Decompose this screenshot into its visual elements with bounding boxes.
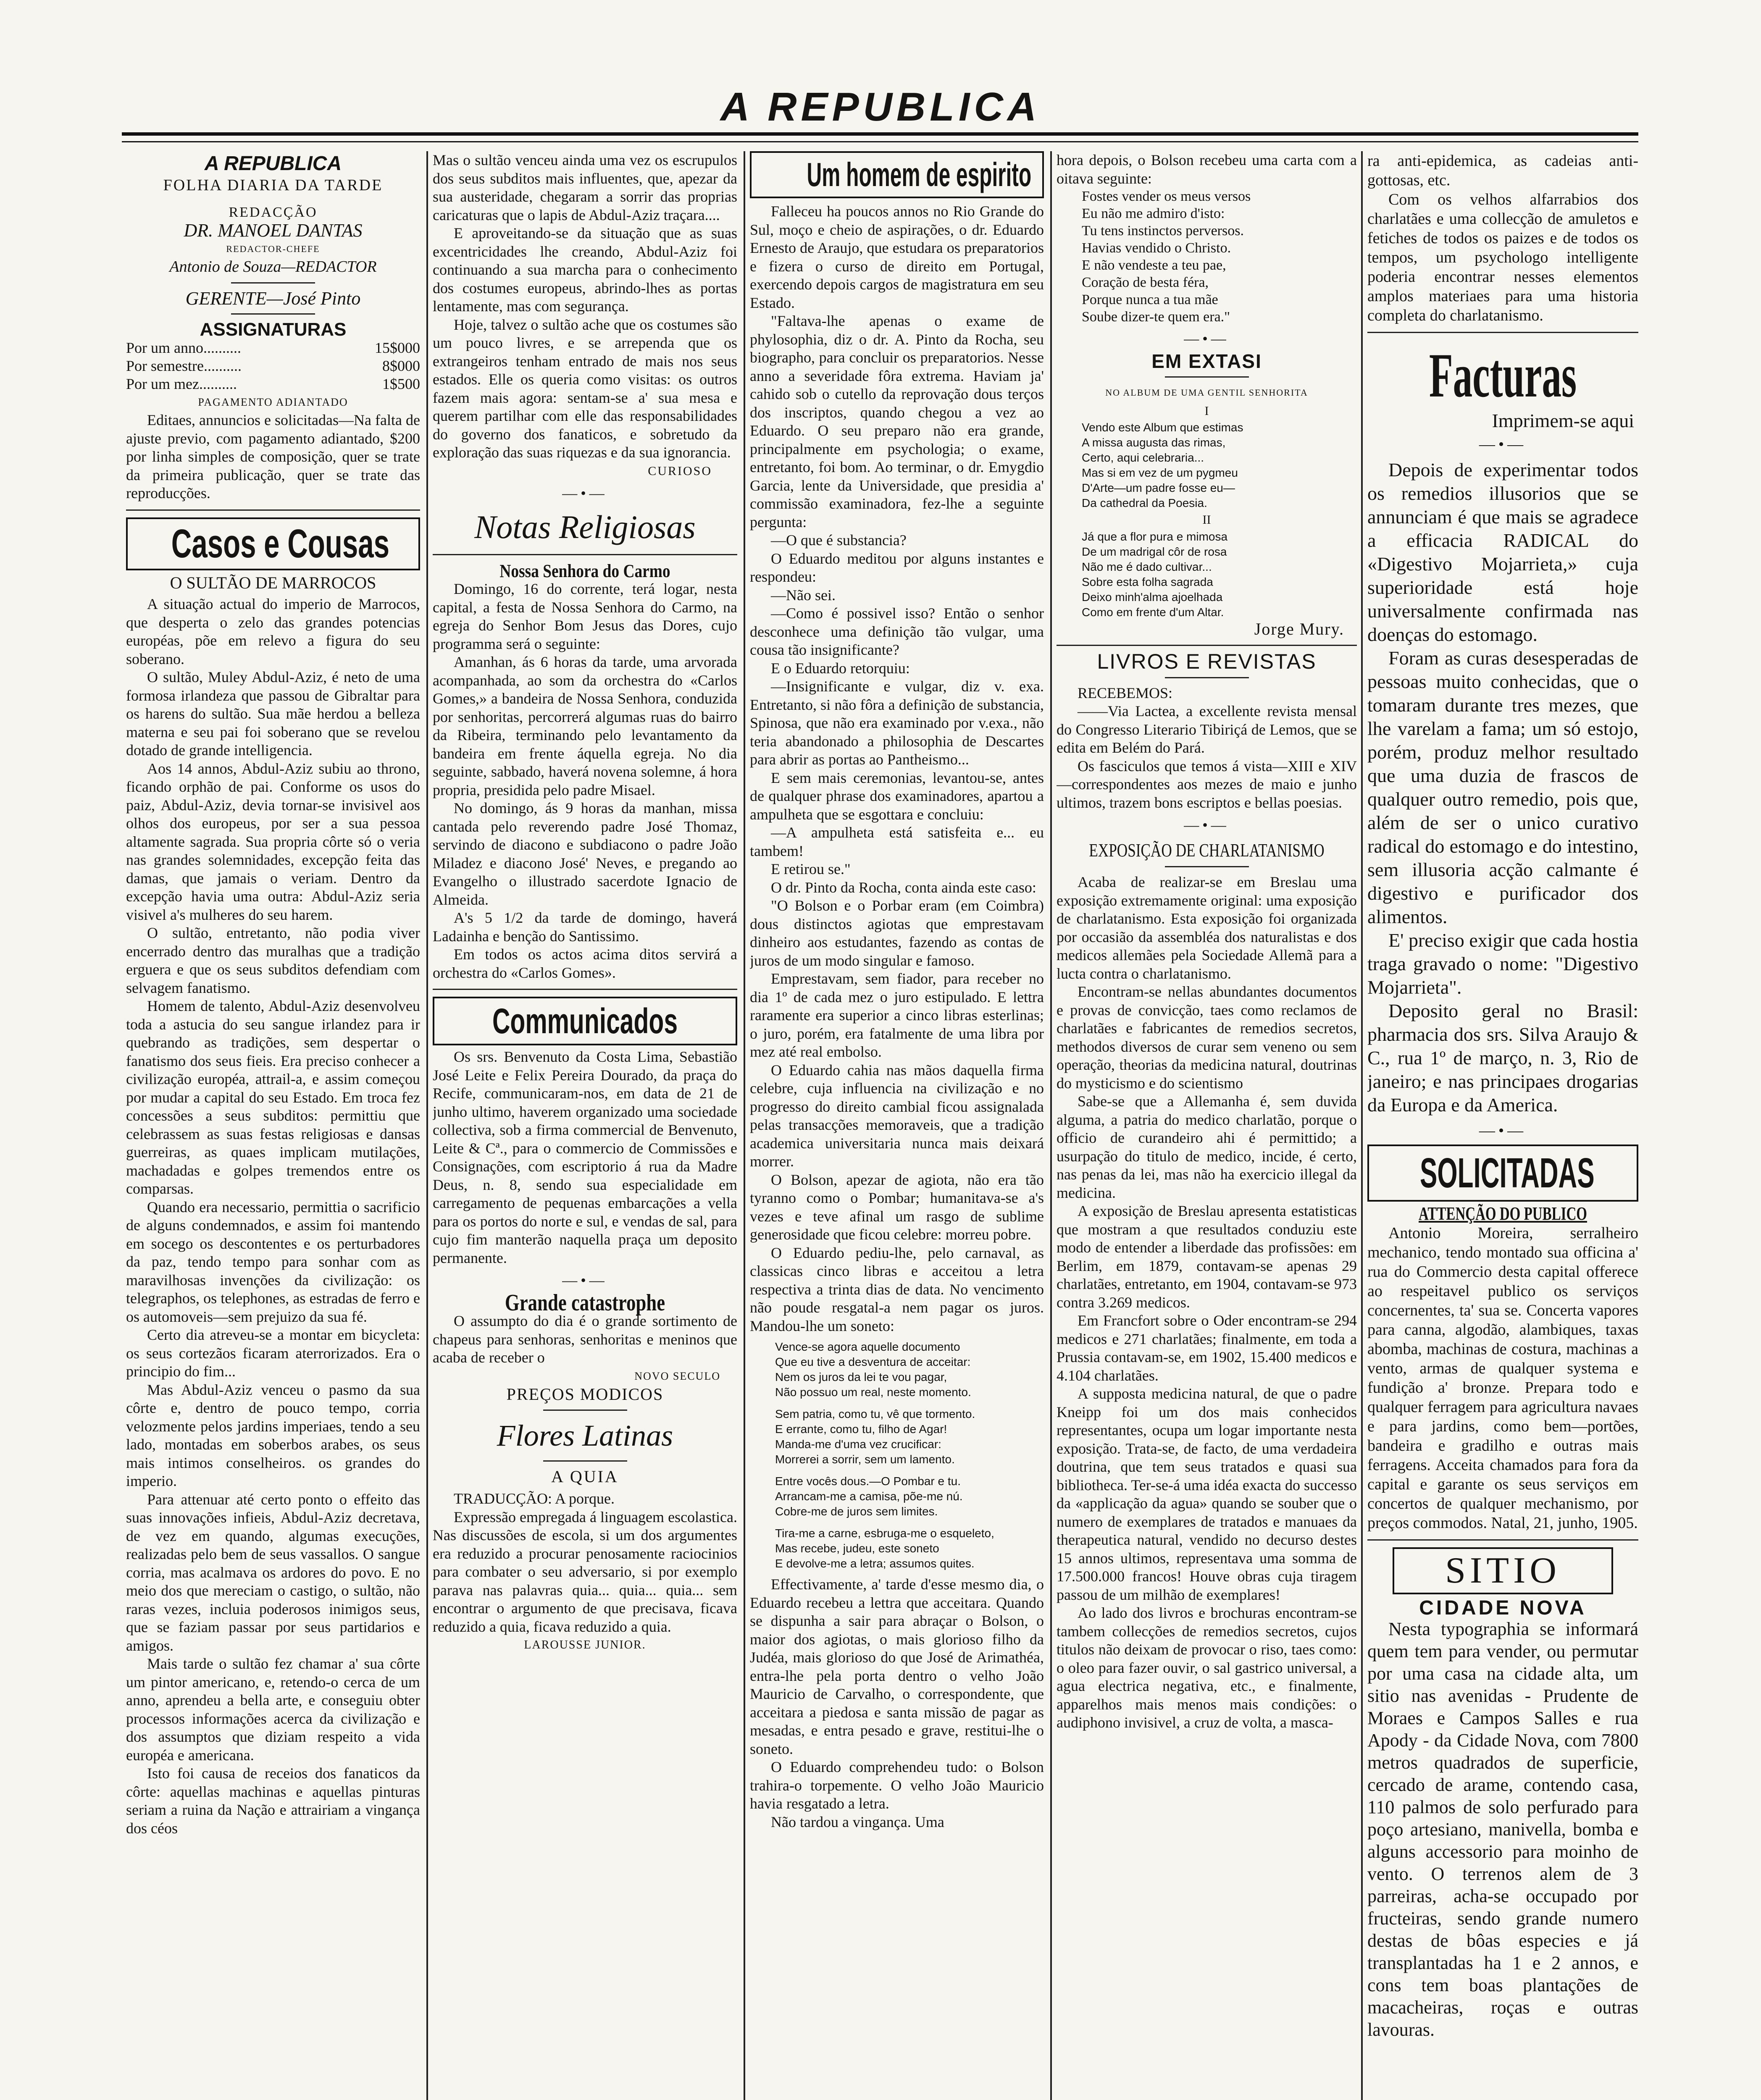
notas-title: Notas Religiosas	[474, 508, 696, 545]
ad-paragraph: Deposito geral no Brasil: pharmacia dos srs. Silva Araujo & C., rua 1º de março, n. 3, Rio de janeiro; e nas principaes drogarias da Europa e da America.	[1367, 1000, 1638, 1116]
precos-line: PREÇOS MODICOS	[506, 1385, 664, 1404]
cidade-title: CIDADE NOVA	[1419, 1597, 1587, 1619]
casos-title: Casos e Cousas	[171, 521, 389, 566]
verse-line: Certo, aqui celebraria...	[1082, 451, 1204, 464]
column-divider	[1050, 151, 1052, 2100]
divider	[433, 989, 737, 990]
verse-line: Deixo minh'alma ajoelhada	[1082, 590, 1223, 604]
store-name: NOVO SECULO	[634, 1370, 720, 1382]
article-signature: CURIOSO	[648, 464, 712, 478]
extasi-stanza-2	[1057, 529, 1357, 620]
extasi-title: EM EXTASI	[1151, 350, 1262, 372]
stanza-number: II	[1202, 513, 1211, 527]
livros-title: LIVROS E REVISTAS	[1097, 650, 1317, 673]
divider	[231, 313, 315, 315]
verse-line: Mas recebe, judeu, este soneto	[775, 1542, 939, 1555]
article-paragraph: Mas o sultão venceu ainda uma vez os escrupulos dos seus subditos mais influentes, que, apezar da sua austeridade, chegaram a sorrir das proprias caricaturas que o lapis de Abdul-Aziz traçara....	[433, 152, 737, 223]
article-paragraph: Acaba de realizar-se em Breslau uma exposição extremamente original: uma exposição de charlatanismo. Esta exposição foi organizada por occasião da assembléa dos naturalistas e dos medicos allemães pela Sociedade Allemã para a lucta contra o charlatanismo.	[1057, 874, 1357, 982]
article-paragraph: A supposta medicina natural, de que o padre Kneipp foi um dos mais conhecidos representantes, ocupa um logar importante nesta exposição. Trata-se, de facto, de uma verdadeira doutrina, que tem seus tratados e quasi sua bibliotheca. Ter-se-á uma idéa exacta do successo da «applicação da agua» quando se souber que o numero de exemplares de tratados e manuaes da therapeutica natural, vendido no decurso destes 15 annos ultimos, representava uma somma de 17.500.000 francos! Houve obras cuja tiragem passou de um milhão de exemplares!	[1057, 1385, 1357, 1603]
ornament-divider: —•—	[1184, 330, 1230, 347]
article-paragraph: No domingo, ás 9 horas da manhan, missa cantada pelo reverendo padre José Thomaz, servindo de diacono e subdiacono o padre João Miladez e diacono José' Neves, e pregando ao Evangelho o illustrado sacerdote Ignacio de Almeida.	[433, 800, 737, 908]
verse-line: Arrancam-me a camisa, põe-me nú.	[775, 1490, 963, 1503]
divider	[1367, 332, 1638, 333]
verse-line: E devolve-me a letra; assumos quites.	[775, 1557, 975, 1570]
verse-line: Coração de besta féra,	[1082, 275, 1209, 290]
article-paragraph: Quando era necessario, permittia o sacrificio de alguns condemnados, e assim foi mantendo em socego os descontentes e os perturbadores da paz, tendo tempo para sonhar com as maravilhosas invenções da civilização: os telegraphos, os telephones, as estradas de ferro e os automoveis—sem prejuizo da sua fé.	[126, 1198, 420, 1325]
article-paragraph: Expressão empregada á linguagem escolastica. Nas discussões de escola, si um dos argumentes era reduzido a procurar penosamente raciocinios para combater o seu adversario, si por exemplo parava nas palavras quia... quia... quia... sem encontrar o argumento de que precisava, ficava reduzido a quia, ficava reduzido a quia.	[433, 1508, 737, 1635]
article-paragraph: Os fasciculos que temos á vista—XIII e XIV—correspondentes aos mezes de maio e junho ultimos, trazem bons escriptos e bellas poesias.	[1057, 757, 1357, 811]
verse-line: E errante, como tu, filho de Agar!	[775, 1423, 947, 1436]
verse-line: Da cathedral da Poesia.	[1082, 496, 1207, 509]
divider	[543, 1410, 627, 1411]
article-paragraph: O dr. Pinto da Rocha, conta ainda este caso:	[771, 879, 1036, 896]
nameplate: A REPUBLICA	[204, 152, 342, 175]
exposicao-title: EXPOSIÇÃO DE CHARLATANISMO	[1089, 840, 1325, 861]
gerente-name: GERENTE—José Pinto	[185, 288, 361, 309]
article-paragraph: O Eduardo cahia nas mãos daquella firma celebre, cuja influencia na civilização e no progresso do direito cambial ficou assignalada pelas transacções memoraveis, que a tradição academica universitaria nunca mais deixará morrer.	[750, 1061, 1044, 1170]
ad-paragraph: Foram as curas desesperadas de pessoas muito conhecidas, que o tomaram durante tres mezes, que lhe varelam a fama; um só estojo, porém, produz melhor resultado que uma duzia de frascos de qualquer outro remedio, pois que, além de ser o unico curativo radical do estomago e do intestino, sem illusoria acção calmante é digestivo e purificador dos alimentos.	[1367, 647, 1638, 927]
sitio-box	[1393, 1547, 1613, 1594]
article-paragraph: —Insignificante e vulgar, diz v. exa. Entretanto, si não fôra a definição de substancia, Spinosa, que não era examinado por v.exa., não teria abandonado a philosophia de Descartes para abrir as portas ao Pantheismo...	[750, 678, 1044, 768]
article-paragraph: A exposição de Breslau apresenta estatisticas que mostram a que resultados conduziu este modo de entender a liberdade das profissões: em Berlim, em 1879, contavam-se apenas 29 charlatães, entretanto, em 1904, contavam-se 973 contra 3.269 medicos.	[1057, 1202, 1357, 1311]
article-paragraph: Encontram-se nellas abundantes documentos e provas de convicção, taes como reclamos de charlatães e fabricantes de remedios secretos, methodos diversos de curar sem veneno ou sem operação, theorias da medicina natural, doutrinas do mysticismo e do scientismo	[1057, 983, 1357, 1092]
article-paragraph: ra anti-epidemica, as cadeias anti-gottosas, etc.	[1367, 152, 1638, 189]
article-paragraph: ——Via Lactea, a excellente revista mensal do Congresso Literario Tibiriçá de Lemos, que se edita em Belém do Pará.	[1057, 703, 1357, 756]
article-paragraph: O Eduardo meditou por alguns instantes e respondeu:	[750, 550, 1044, 585]
chefe-label: REDACTOR-CHEFE	[226, 243, 320, 254]
article-paragraph: hora depois, o Bolson recebeu uma carta com a oitava seguinte:	[1057, 152, 1357, 187]
article-paragraph: Sabe-se que a Allemanha é, sem duvida alguma, a patria do medico charlatão, porque o officio de curandeiro ahi é permittido; a usurpação do titulo de medico, incide, é certo, nas penas da lei, mas não ha exercicio illegal da medicina.	[1057, 1093, 1357, 1201]
article-paragraph: O sultão, entretanto, não podia viver encerrado dentro das muralhas que a tradição erguera e que os seus subditos defendiam com selvagem fanatismo.	[126, 924, 420, 996]
editaes-text: Editaes, annuncios e solicitadas—Na falta de ajuste previo, com pagamento adiantado, $200 por linha simples de composição, quer se trate da primeira publicação, quer se trate das reproducções.	[126, 412, 420, 501]
article-paragraph: Ao lado dos livros e brochuras encontram-se tambem collecções de remedios secretos, cujos titulos não deixam de provocar o riso, taes como: o oleo para fazer ouvir, o sal gastrico universal, a agua electrica negativa, etc., e finalmente, apparelhos mais menos mais condições: o audiphono invisivel, a cruz de volta, a masca-	[1057, 1604, 1357, 1731]
catastrophe-title: Grande catastrophe	[505, 1289, 665, 1316]
verse-line: Manda-me d'uma vez crucificar:	[775, 1438, 941, 1451]
carmo-title: Nossa Senhora do Carmo	[499, 560, 670, 581]
price-row: Por um mez.......... 1$500	[126, 375, 420, 392]
divider	[126, 509, 420, 511]
stanza-number: I	[1204, 404, 1209, 418]
column-2	[433, 151, 737, 2100]
article-paragraph: —O que é substancia?	[771, 532, 907, 549]
article-paragraph: Isto foi causa de receios dos fanaticos da côrte: aquellas machinas e aquellas pinturas seriam a ruina da Nação e attrairiam a vingança dos céos	[126, 1765, 420, 1837]
article-paragraph: Mais tarde o sultão fez chamar a' sua côrte um pintor americano, e, retendo-o cerca de um anno, aprendeu a bella arte, e conseguiu obter processos informações acerca da civilização e dos assumptos que diziam respeito a vida européa e americana.	[126, 1655, 420, 1764]
casos-box	[126, 517, 420, 570]
column-divider	[744, 151, 745, 2100]
article-paragraph: O Eduardo pediu-lhe, pelo carnaval, as classicas cinco libras e acceitou a letra respectiva a trinta dias de data. No vencimento não poude resgatal-a nem pagar os juros. Mandou-lhe um soneto:	[750, 1244, 1044, 1334]
article-paragraph: Falleceu ha poucos annos no Rio Grande do Sul, moço e cheio de aspirações, o dr. Eduardo Ernesto de Araujo, que estudara os preparatorios e fizera o curso de direito em Portugal, exercendo depois cargos de magistratura em seu Estado.	[750, 203, 1044, 311]
verse-line: Fostes vender os meus versos	[1082, 189, 1251, 204]
ornament-divider: —•—	[1479, 1122, 1527, 1139]
article-paragraph: —Não sei.	[771, 586, 836, 604]
article-paragraph: A situação actual do imperio de Marrocos, que desperta o zelo das grandes potencias européas, põe em relevo a figura do seu soberano.	[126, 596, 420, 667]
article-paragraph: E o Eduardo retorquiu:	[771, 659, 910, 677]
verse-line: Sem patria, como tu, vê que tormento.	[775, 1407, 975, 1420]
communicados-title: Communicados	[492, 1001, 678, 1041]
verse-line: Já que a flor pura e mimosa	[1082, 530, 1228, 543]
column-3	[750, 151, 1044, 2100]
verse-line: Nem os juros da lei te vou pagar,	[775, 1370, 947, 1383]
divider	[433, 554, 737, 555]
article-paragraph: Hoje, talvez o sultão ache que os costumes são um pouco livres, e se arrependa que os extrangeiros tenham entrado de mais nos seus estados. Elle os queria como visitas: os outros fazem mais agora: sentam-se a' sua mesa e querem partilhar com elle das responsabilidades do governo dos fanaticos, e sobretudo da exploração das suas riquezas e da sua ignorancia.	[433, 316, 737, 461]
verse-line: Entre vocês dous.—O Pombar e tu.	[775, 1475, 961, 1488]
soneto	[750, 1339, 1044, 1571]
verse-line: A missa augusta das rimas,	[1082, 436, 1226, 449]
article-paragraph: —Como é possivel isso? Então o senhor desconhece uma definição tão vulgar, uma cousa tão insignificante?	[750, 605, 1044, 658]
flores-title: Flores Latinas	[497, 1418, 673, 1452]
masthead-title: A REPUBLICA	[720, 84, 1041, 129]
sitio-title: SITIO	[1445, 1550, 1561, 1591]
quia-title: A QUIA	[551, 1467, 619, 1486]
oitava	[1057, 188, 1357, 326]
verse-line: Que eu tive a desventura de acceitar:	[775, 1355, 971, 1368]
article-paragraph: Os srs. Benvenuto da Costa Lima, Sebastião José Leite e Felix Pereira Dourado, da praça do Recife, communicaram-nos, em data de 21 de junho ultimo, haverem organizado uma sociedade collectiva, sob a firma commercial de Benvenuto, Leite & Cª., para o commercio de Commissões e Consignações, com escriptorio á rua da Madre Deus, n. 8, sendo sua especialidade em carregamento de pequenas embarcações a vella para os portos do norte e sul, e vendas de sal, para cujo fim manterão naquella praça um deposito permanente.	[433, 1048, 737, 1266]
article-paragraph: Aos 14 annos, Abdul-Aziz subiu ao throno, ficando orphão de pai. Conforme os usos do paiz, Abdul-Aziz, devia tornar-se invisivel aos olhos dos europeus, por ser a sua pessoa altamente sagrada. Sua propria côrte só o veria nas grandes solemnidades, excepção feita das damas, que jamais o veriam. Dentro da excepção havia uma outra: Abdul-Aziz seria visivel a's mulheres do seu harem.	[126, 760, 420, 923]
article-paragraph: Domingo, 16 do corrente, terá logar, nesta capital, a festa de Nossa Senhora do Carmo, na egreja do Senhor Bom Jesus das Dores, cujo programma será o seguinte:	[433, 580, 737, 652]
facturas-subtitle: Imprimem-se aqui	[1492, 410, 1634, 431]
verse-line: Havias vendido o Christo.	[1082, 240, 1231, 256]
article-paragraph: Em todos os actos acima ditos servirá a orchestra do «Carlos Gomes».	[433, 946, 737, 981]
price-table	[126, 339, 420, 393]
sultao-title: O SULTÃO DE MARROCOS	[170, 573, 376, 592]
verse-line: Tu tens instinctos perversos.	[1082, 223, 1244, 239]
facturas-title: Facturas	[1429, 341, 1577, 410]
homem-title: Um homem de espirito	[807, 156, 1032, 193]
digestivo-ad	[1367, 458, 1638, 1117]
verse-line: Morrerei a sorrir, sem um lamento.	[775, 1453, 955, 1466]
column-divider	[426, 151, 428, 2100]
verse-line: Porque nunca a tua mãe	[1082, 292, 1218, 307]
assignaturas-title: ASSIGNATURAS	[200, 319, 347, 340]
price-row: Por um anno.......... 15$000	[126, 339, 420, 356]
verse-line: Sobre esta folha sagrada	[1082, 575, 1213, 588]
payment-note: PAGAMENTO ADIANTADO	[198, 396, 348, 408]
ornament-divider: —•—	[562, 1272, 608, 1289]
verse-line: Eu não me admiro d'isto:	[1082, 206, 1225, 221]
column-divider	[1361, 151, 1363, 2100]
article-paragraph: —A ampulheta está satisfeita e... eu tambem!	[750, 824, 1044, 859]
divider	[1165, 376, 1249, 378]
communicados-box	[433, 997, 737, 1045]
article-paragraph: TRADUCÇÃO: A porque.	[454, 1490, 615, 1507]
verse-line: Cobre-me de juros sem limites.	[775, 1505, 938, 1518]
article-paragraph: E aproveitando-se da situação que as suas excentricidades lhe creando, Abdul-Aziz foi continuando a sua marcha para o conhecimento dos costumes europeus, abrindo-lhes as portas lentamente, mas com segurança.	[433, 225, 737, 315]
article-paragraph: Effectivamente, a' tarde d'esse mesmo dia, o Eduardo recebeu a lettra que acceitara. Quando se dispunha a sair para abraçar o Bolson, o maior dos agiotas, o mais glorioso filho da Judéa, mais glorioso do que José de Arimathéa, entra-lhe pela porta dentro o velho João Mauricio de Carvalho, o correspondente, que acceitara a piedosa e santa missão de pagar as mesadas, e entra pesado e grave, restitui-lhe o soneto.	[750, 1576, 1044, 1757]
ornament-divider: —•—	[562, 485, 608, 501]
homem-box	[750, 151, 1044, 198]
ad-paragraph: E' preciso exigir que cada hostia traga gravado o nome: "Digestivo Mojarrieta".	[1367, 929, 1638, 998]
article-paragraph: Não tardou a vingança. Uma	[771, 1813, 944, 1830]
article-paragraph: Emprestavam, sem fiador, para receber no dia 1º de cada mez o juro estipulado. E lettra raramente era superior a cinco libras esterlinas; o juro, porém, era fatalmente de uma libra por mez até real embolso.	[750, 970, 1044, 1060]
masthead-rule-thin	[122, 141, 1638, 142]
ad-paragraph: Depois de experimentar todos os remedios illusorios que se annunciam é que mais se agradece a efficacia RADICAL do «Digestivo Mojarrieta,» cuja superioridade está hoje universalmente confirmada nas doenças do estomago.	[1367, 459, 1638, 645]
divider	[1057, 645, 1357, 646]
divider	[231, 282, 315, 284]
atencao-title: ATTENÇÃO DO PUBLICO	[1419, 1203, 1587, 1224]
article-paragraph: O sultão, Muley Abdul-Aziz, é neto de uma formosa irlandeza que passou de Gibraltar para os harens do sultão. Sua mãe herdou a belleza materna e seu pai foi soberano que se revelou dotado de grande intelligencia.	[126, 669, 420, 759]
article-paragraph: O Eduardo comprehendeu tudo: o Bolson trahira-o torpemente. O velho João Mauricio havia resgatado a letra.	[750, 1759, 1044, 1812]
nameplate-subtitle: FOLHA DIARIA DA TARDE	[163, 176, 383, 194]
ornament-divider: —•—	[1479, 436, 1527, 453]
article-paragraph: Mas Abdul-Aziz venceu o pasmo da sua côrte e, dentro de pouco tempo, corria velozmente pelos jardins imperiaes, tendo a seu lado, montadas em soberbos arabes, os seus mais intimos conselheiros. os grandes do imperio.	[126, 1381, 420, 1489]
column-4	[1057, 151, 1357, 2100]
ad-paragraph: Antonio Moreira, serralheiro mechanico, tendo montado sua officina a' rua do Commercio desta capital offerece ao respeitavel publico os serviços concernentes, ta' sua se. Concerta vapores para canna, algodão, alambiques, taxas abomba, machinas de costura, machinas a vento, armas de qualquer systema e fundição a' bronze. Prepara todo e qualquer ferragem para agricultura navaes e para jardins, como bem—portões, bandeira e gradilho e outras mais ferragens. Acceita chamados para fora da capital e garante os seus serviços em concertos de qualquer mechanismo, por preços commodos. Natal, 21, junho, 1905.	[1367, 1224, 1638, 1532]
article-paragraph: E sem mais ceremonias, levantou-se, antes de qualquer phrase dos examinadores, apartou a ampulheta que se esgottara e concluiu:	[750, 769, 1044, 823]
director-name: DR. MANOEL DANTAS	[184, 220, 363, 241]
article-paragraph: "Faltava-lhe apenas o exame de phylosophia, diz o dr. A. Pinto da Rocha, seu biographo, para concluir os preparatorios. Nesse anno a severidade fôra extrema. Haviam ja' cahido sob o cutello da reprovação dous terços dos inscriptos, quando chegou a vez ao Eduardo. O seu preparo não era grande, principalmente em psychologia; o exame, entretanto, foi bom. Ao terminar, o dr. Emygdio Garcia, lente da Universidade, que presidia a' commissão examinadora, fez-lhe a seguinte pergunta:	[750, 312, 1044, 530]
extasi-subtitle: NO ALBUM DE UMA GENTIL SENHORITA	[1105, 387, 1308, 398]
verse-line: Não possuo um real, neste momento.	[775, 1386, 971, 1399]
article-paragraph: Certo dia atreveu-se a montar em bicycleta: os seus cortezãos ficaram aterrorizados. Era o principio do fim...	[126, 1326, 420, 1380]
article-paragraph: A's 5 1/2 da tarde de domingo, haverá Ladainha e benção do Santissimo.	[433, 909, 737, 945]
solicitadas-box	[1367, 1144, 1638, 1202]
article-paragraph: "O Bolson e o Porbar eram (em Coimbra) dous distinctos agiotas que emprestavam dinheiro aos estudantes, fazendo as contas de juros de um modo singular e famoso.	[750, 897, 1044, 969]
redactor-name: Antonio de Souza—REDACTOR	[169, 258, 377, 276]
article-signature: Jorge Mury.	[1254, 619, 1344, 638]
verse-line: Não me é dado cultivar...	[1082, 560, 1212, 573]
verse-line: Vence-se agora aquelle documento	[775, 1340, 960, 1353]
divider	[1367, 1539, 1638, 1541]
verse-line: Soube dizer-te quem era."	[1082, 309, 1230, 325]
verse-line: De um madrigal côr de rosa	[1082, 545, 1227, 558]
ad-paragraph: Nesta typographia se informará quem tem para vender, ou permutar por uma casa na cidade alta, um sitio nas avenidas - Prudente de Moraes e Campos Salles e rua Apody - da Cidade Nova, com 7800 metros quadrados de superficie, cercado de arame, contendo casa, 110 palmos de solo perfurado para poço artesiano, manivella, bomba e alguns accessorio para moinho de vento. O terrenos alem de 3 parreiras, acha-se occupado por fructeiras, sendo grande numero destas de bôas especies e já transplantadas ha 1 e 2 annos, e cons tem boas plantações de macacheiras, roças e outras lavouras.	[1367, 1619, 1638, 2040]
divider	[1165, 677, 1249, 678]
verse-line: Como em frente d'um Altar.	[1082, 605, 1224, 619]
sitio-ad	[1367, 1618, 1638, 2041]
verse-line: D'Arte—um padre fosse eu—	[1082, 481, 1235, 494]
article-paragraph: O assumpto do dia é o grande sortimento de chapeus para senhoras, senhoritas e meninos que acaba de receber o	[433, 1312, 737, 1366]
verse-line: E não vendeste a teu pae,	[1082, 257, 1226, 273]
price-row: Por semestre.......... 8$000	[126, 357, 420, 374]
divider	[543, 1460, 627, 1462]
verse-line: Vendo este Album que estimas	[1082, 421, 1243, 434]
verse-line: Mas si em vez de um pygmeu	[1082, 466, 1238, 479]
article-paragraph: O Bolson, apezar de agiota, não era tão tyranno como o Pombar; humanitava-se a's vezes e teve afinal um rasgo de sublime generosidade que ficou celebre: morreu pobre.	[750, 1171, 1044, 1243]
divider	[1165, 866, 1249, 867]
column-1	[126, 151, 420, 2100]
masthead-rule	[122, 132, 1638, 136]
article-paragraph: Amanhan, ás 6 horas da tarde, uma arvorada acompanhada, ao som da orchestra do «Carlos Gomes,» a bandeira de Nossa Senhora, conduzida por senhoritas, percorrerá algumas ruas do bairro da Ribeira, terminando pelo levantamento da bandeira em frente áquella egreja. No dia seguinte, sabbado, haverá novena solemne, á hora propria, presidida pelo padre Misael.	[433, 654, 737, 798]
article-paragraph: Para attenuar até certo ponto o effeito das suas innovações infieis, Abdul-Aziz decretava, de vez em quando, algumas execuções, realizadas pelo bem de seus vassallos. O sangue corria, mas acalmava os ardores do povo. E no meio dos que mereciam o castigo, o sultão, não raras vezes, incluia poderosos inimigos seus, que se faziam passar por seus partidarios e amigos.	[126, 1491, 420, 1654]
redaccao-label: REDACÇÃO	[229, 204, 318, 220]
article-paragraph: Em Francfort sobre o Oder encontram-se 294 medicos e 271 charlatães; finalmente, em toda a Prussia contavam-se, em 1902, 15.400 medicos e 4.104 charlatães.	[1057, 1312, 1357, 1384]
article-paragraph: RECEBEMOS:	[1078, 684, 1173, 701]
column-5	[1367, 151, 1638, 2100]
solicitadas-title: SOLICITADAS	[1420, 1150, 1595, 1197]
article-signature: LAROUSSE JUNIOR.	[524, 1638, 646, 1651]
article-paragraph: Com os velhos alfarrabios dos charlatães e uma collecção de amuletos e fetiches de todos os paizes e de todos os tempos, um psychologo intelligente poderia encontrar nesses elementos amplos materiaes para uma historia completa do charlatanismo.	[1367, 191, 1638, 324]
verse-line: Tira-me a carne, esbruga-me o esqueleto,	[775, 1527, 994, 1540]
ornament-divider: —•—	[1184, 816, 1230, 833]
extasi-stanza-1	[1057, 420, 1357, 511]
article-paragraph: Homem de talento, Abdul-Aziz desenvolveu toda a astucia do seu sangue irlandez para ir quebrando as tradições, sem despertar o fanatismo dos seus fieis. Era preciso conhecer a civilização européa, attrail-a, e assim começou por mudar a capital do seu Estado. Em troca fez concessões a seus subditos: permittiu que celebrassem as suas festas religiosas e dansas guerreiras, as quaes implicam mutilações, machadadas e golpes tremendos entre os comparsas.	[126, 998, 420, 1197]
article-paragraph: E retirou se."	[771, 861, 851, 877]
